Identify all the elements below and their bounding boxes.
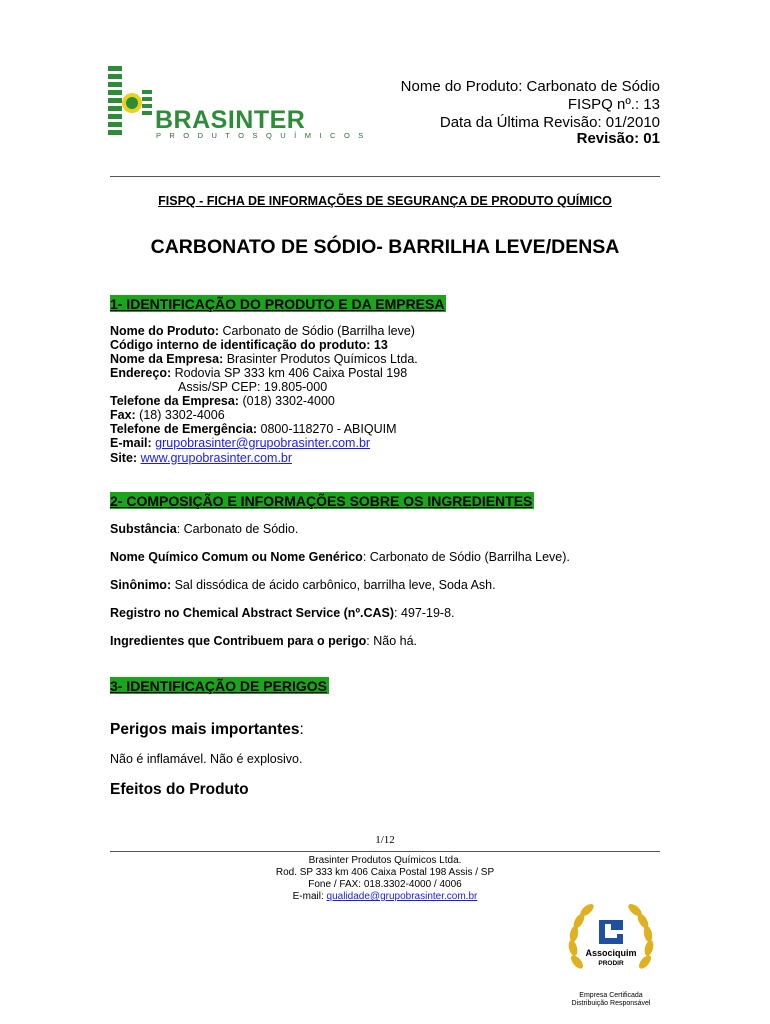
footer-company: Brasinter Produtos Químicos Ltda. bbox=[308, 855, 462, 866]
seal-caption-1: Empresa Certificada bbox=[579, 992, 643, 999]
company-phone-line: Telefone da Empresa: (018) 3302-4000 bbox=[110, 394, 335, 408]
site-link[interactable]: www.grupobrasinter.com.br bbox=[140, 451, 293, 465]
footer-divider bbox=[110, 851, 660, 852]
header-divider bbox=[110, 176, 660, 177]
section-1-heading: 1- IDENTIFICAÇÃO DO PRODUTO E DA EMPRESA bbox=[110, 296, 445, 312]
seal-name: Associquim bbox=[585, 948, 637, 958]
product-effects-heading: Efeitos do Produto bbox=[110, 781, 249, 798]
header-product: Nome do Produto: Carbonato de Sódio bbox=[400, 78, 660, 95]
substance-line: Substância: Carbonato de Sódio. bbox=[110, 522, 299, 536]
header-revision: Revisão: 01 bbox=[576, 130, 660, 147]
header-fispq-number: FISPQ nº.: 13 bbox=[567, 96, 660, 113]
fax-line: Fax: (18) 3302-4006 bbox=[110, 408, 225, 422]
footer-email-line: E-mail: qualidade@grupobrasinter.com.br bbox=[292, 891, 478, 902]
header-last-revision: Data da Última Revisão: 01/2010 bbox=[439, 114, 660, 131]
footer-phone: Fone / FAX: 018.3302-4000 / 4006 bbox=[308, 879, 462, 890]
address-line: Endereço: Rodovia SP 333 km 406 Caixa Postal 198 bbox=[110, 366, 408, 380]
email-link[interactable]: grupobrasinter@grupobrasinter.com.br bbox=[155, 436, 371, 450]
section-2-heading: 2- COMPOSIÇÃO E INFORMAÇÕES SOBRE OS INGREDIENTES bbox=[110, 493, 533, 509]
main-hazards-heading: Perigos mais importantes: bbox=[110, 721, 304, 738]
company-name-line: Nome da Empresa: Brasinter Produtos Químicos Ltda. bbox=[110, 352, 418, 366]
section-3-heading: 3- IDENTIFICAÇÃO DE PERIGOS bbox=[110, 678, 328, 694]
hazards-text: Não é inflamável. Não é explosivo. bbox=[110, 752, 303, 766]
main-title: CARBONATO DE SÓDIO- BARRILHA LEVE/DENSA bbox=[150, 236, 620, 258]
cas-line: Registro no Chemical Abstract Service (nº.CAS): 497-19-8. bbox=[110, 606, 455, 620]
ingredients-line: Ingredientes que Contribuem para o perigo: Não há. bbox=[110, 634, 418, 648]
synonym-line: Sinônimo: Sal dissódica de ácido carbônico, barrilha leve, Soda Ash. bbox=[110, 578, 496, 592]
address-line-2: Assis/SP CEP: 19.805-000 bbox=[178, 380, 328, 394]
product-name-line: Nome do Produto: Carbonato de Sódio (Barrilha leve) bbox=[110, 324, 415, 338]
email-line: E-mail: grupobrasinter@grupobrasinter.com.br bbox=[110, 436, 371, 450]
footer-address: Rod. SP 333 km 406 Caixa Postal 198 Assis / SP bbox=[275, 867, 495, 878]
seal-caption-2: Distribuição Responsável bbox=[571, 1000, 651, 1007]
associquim-seal bbox=[565, 900, 657, 988]
site-line: Site: www.grupobrasinter.com.br bbox=[110, 451, 293, 465]
seal-program: PRODIR bbox=[598, 960, 624, 967]
page-number: 1/12 bbox=[375, 834, 395, 846]
logo-wordmark: BRASINTER bbox=[155, 106, 306, 134]
chemical-name-line: Nome Químico Comum ou Nome Genérico: Carbonato de Sódio (Barrilha Leve). bbox=[110, 550, 570, 564]
footer-email-link[interactable]: qualidade@grupobrasinter.com.br bbox=[326, 891, 478, 902]
logo-subtitle: P R O D U T O S Q U Í M I C O S bbox=[156, 131, 367, 140]
internal-code-line: Código interno de identificação do produto: 13 bbox=[110, 338, 388, 352]
fispq-title: FISPQ - FICHA DE INFORMAÇÕES DE SEGURANÇA DE PRODUTO QUÍMICO bbox=[158, 194, 612, 208]
emergency-phone-line: Telefone de Emergência: 0800-118270 - ABIQUIM bbox=[110, 422, 397, 436]
